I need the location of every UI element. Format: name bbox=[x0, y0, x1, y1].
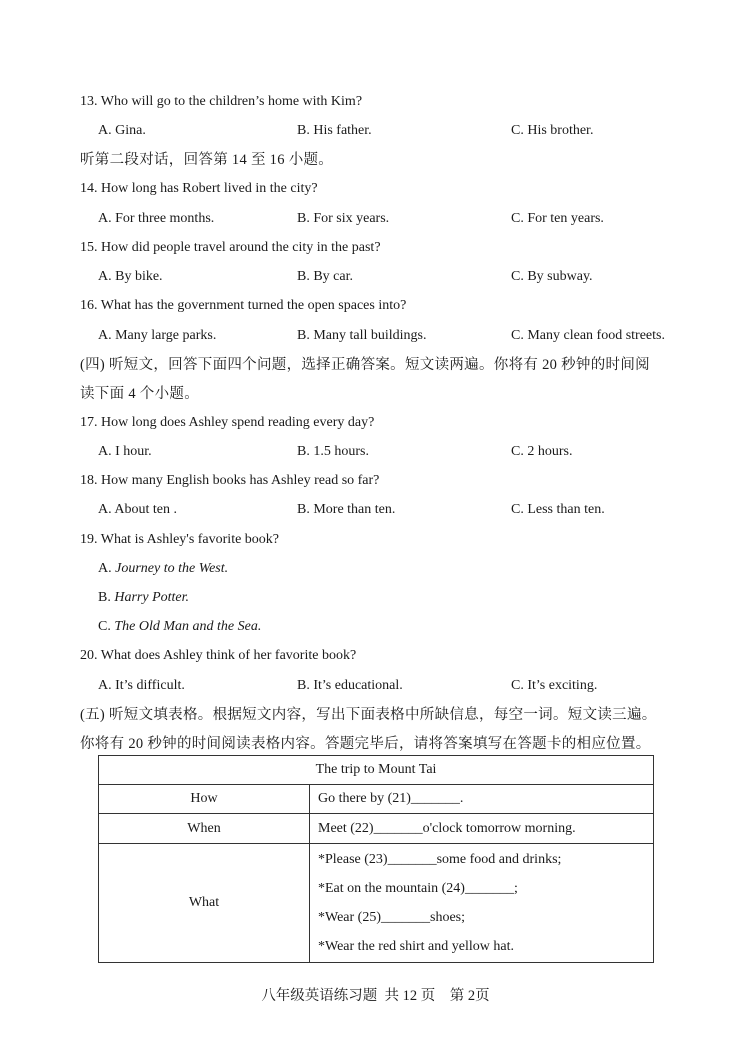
q20-option-c: C. It’s exciting. bbox=[511, 678, 598, 693]
page-footer: 八年级英语练习题 共 12 页 第 2页 bbox=[261, 988, 490, 1004]
row-value-when: Meet (22)_______o'clock tomorrow morning. bbox=[310, 814, 654, 844]
q14-option-b: B. For six years. bbox=[297, 211, 390, 226]
book-title: The Old Man and the Sea. bbox=[114, 619, 262, 634]
book-title: Harry Potter. bbox=[114, 590, 190, 605]
q20-option-a: A. It’s difficult. bbox=[98, 678, 185, 693]
part5-instruction-line2: 你将有 20 秒钟的时间阅读表格内容。答题完毕后，请将答案填写在答题卡的相应位置。 bbox=[80, 736, 651, 752]
question-14: 14. How long has Robert lived in the city? bbox=[80, 181, 318, 196]
table-row bbox=[99, 785, 654, 814]
q19-option-c bbox=[98, 618, 261, 636]
row-value-what bbox=[310, 844, 654, 963]
q14-option-c: C. For ten years. bbox=[511, 211, 604, 226]
q15-option-a: A. By bike. bbox=[98, 269, 163, 284]
part4-instruction-line1: (四) 听短文，回答下面四个问题，选择正确答案。短文读两遍。你将有 20 秒钟的时间阅 bbox=[80, 357, 650, 373]
option-letter: C. bbox=[98, 619, 111, 634]
q20-option-b: B. It’s educational. bbox=[297, 678, 403, 693]
q18-option-a: A. About ten . bbox=[98, 502, 177, 517]
question-15: 15. How did people travel around the city in the past? bbox=[80, 240, 381, 255]
part2-instruction: 听第二段对话，回答第 14 至 16 小题。 bbox=[80, 152, 334, 168]
question-16: 16. What has the government turned the open spaces into? bbox=[80, 298, 407, 313]
option-letter: B. bbox=[98, 590, 111, 605]
part5-instruction-line1: (五) 听短文填表格。根据短文内容，写出下面表格中所缺信息，每空一词。短文读三遍。 bbox=[80, 707, 657, 723]
what-item: *Wear (25)_______shoes; bbox=[318, 910, 466, 925]
trip-table bbox=[98, 755, 654, 963]
part4-instruction-line2: 读下面 4 个小题。 bbox=[80, 386, 199, 402]
q14-option-a: A. For three months. bbox=[98, 211, 215, 226]
table-row bbox=[99, 844, 654, 963]
book-title: Journey to the West. bbox=[115, 561, 229, 576]
q19-option-a bbox=[98, 560, 228, 578]
q16-option-a: A. Many large parks. bbox=[98, 328, 217, 343]
question-18: 18. How many English books has Ashley read so far? bbox=[80, 473, 380, 488]
table-title: The trip to Mount Tai bbox=[99, 756, 654, 785]
q13-option-b: B. His father. bbox=[297, 123, 372, 138]
row-label-how: How bbox=[99, 785, 310, 814]
row-value-how: Go there by (21)_______. bbox=[310, 785, 654, 814]
q16-option-c: C. Many clean food streets. bbox=[511, 328, 665, 343]
q18-option-c: C. Less than ten. bbox=[511, 502, 605, 517]
what-item: *Wear the red shirt and yellow hat. bbox=[318, 939, 514, 954]
q15-option-c: C. By subway. bbox=[511, 269, 593, 284]
row-label-what: What bbox=[99, 844, 310, 963]
question-17: 17. How long does Ashley spend reading every day? bbox=[80, 415, 375, 430]
what-item: *Please (23)_______some food and drinks; bbox=[318, 852, 562, 867]
option-letter: A. bbox=[98, 561, 112, 576]
question-13: 13. Who will go to the children’s home with Kim? bbox=[80, 94, 363, 109]
question-19: 19. What is Ashley's favorite book? bbox=[80, 532, 280, 547]
row-label-when: When bbox=[99, 814, 310, 844]
q17-option-a: A. I hour. bbox=[98, 444, 152, 459]
table-title-row bbox=[99, 756, 654, 785]
q18-option-b: B. More than ten. bbox=[297, 502, 396, 517]
q13-option-a: A. Gina. bbox=[98, 123, 146, 138]
what-item: *Eat on the mountain (24)_______; bbox=[318, 881, 518, 896]
q15-option-b: B. By car. bbox=[297, 269, 353, 284]
q19-option-b bbox=[98, 589, 189, 607]
question-20: 20. What does Ashley think of her favorite book? bbox=[80, 648, 357, 663]
q17-option-c: C. 2 hours. bbox=[511, 444, 573, 459]
q17-option-b: B. 1.5 hours. bbox=[297, 444, 369, 459]
table-row bbox=[99, 814, 654, 844]
q13-option-c: C. His brother. bbox=[511, 123, 594, 138]
q16-option-b: B. Many tall buildings. bbox=[297, 328, 427, 343]
